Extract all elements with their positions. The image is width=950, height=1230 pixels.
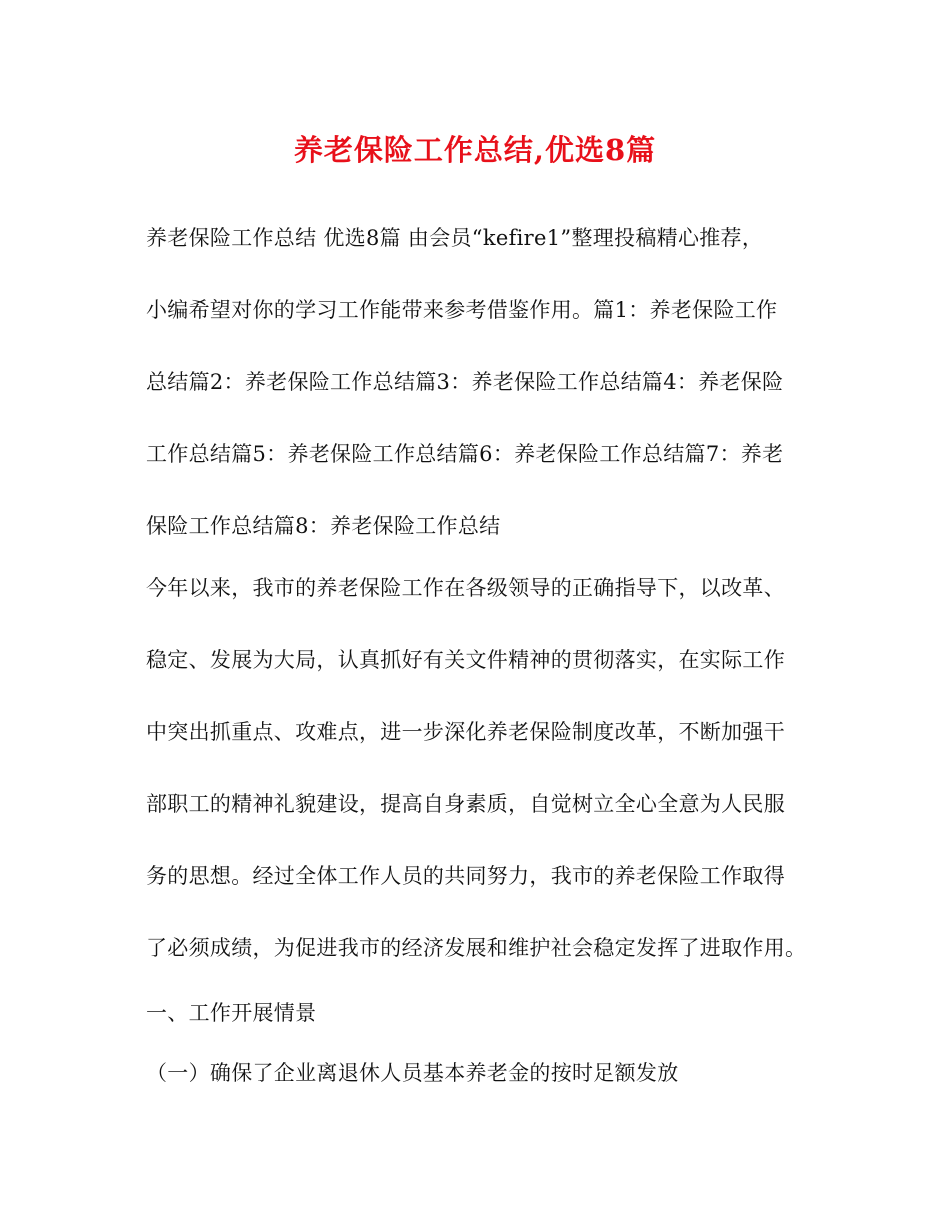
intro-line-3: 总结篇2：养老保险工作总结篇3：养老保险工作总结篇4：养老保险 — [146, 370, 784, 394]
body-line-6: 了必须成绩，为促进我市的经济发展和维护社会稳定发挥了进取作用。 — [146, 936, 807, 960]
intro-line-2: 小编希望对你的学习工作能带来参考借鉴作用。篇1：养老保险工作 — [146, 298, 778, 322]
body-line-4: 部职工的精神礼貌建设，提高自身素质，自觉树立全心全意为人民服 — [146, 792, 785, 816]
intro-line-1: 养老保险工作总结 优选8篇 由会员“kefire1”整理投稿精心推荐， — [146, 226, 764, 250]
subsection-heading: （一）确保了企业离退休人员基本养老金的按时足额发放 — [146, 1061, 679, 1085]
body-line-2: 稳定、发展为大局，认真抓好有关文件精神的贯彻落实，在实际工作 — [146, 648, 785, 672]
intro-line-5: 保险工作总结篇8：养老保险工作总结 — [146, 514, 501, 538]
body-line-3: 中突出抓重点、攻难点，进一步深化养老保险制度改革，不断加强干 — [146, 720, 785, 744]
body-line-5: 务的思想。经过全体工作人员的共同努力，我市的养老保险工作取得 — [146, 864, 785, 888]
document-title: 养老保险工作总结,优选8篇 — [293, 133, 657, 167]
intro-line-4: 工作总结篇5：养老保险工作总结篇6：养老保险工作总结篇7：养老 — [146, 442, 784, 466]
section-heading: 一、工作开展情景 — [146, 1001, 317, 1025]
body-line-1: 今年以来，我市的养老保险工作在各级领导的正确指导下，以改革、 — [146, 576, 785, 600]
